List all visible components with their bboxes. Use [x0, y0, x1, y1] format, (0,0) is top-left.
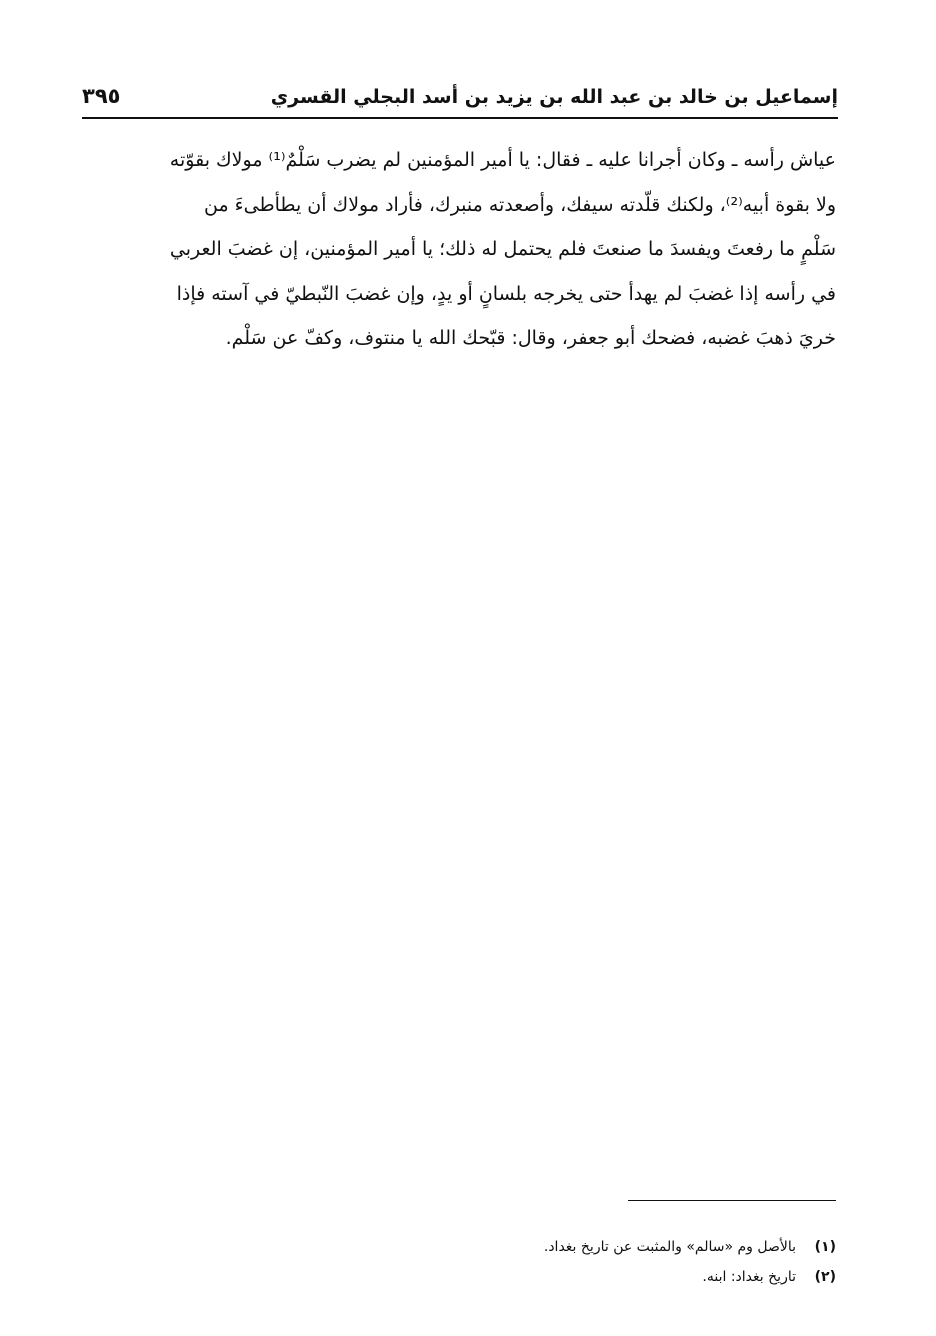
footnote-text: بالأصل وم «سالم» والمثبت عن تاريخ بغداد.: [543, 1239, 796, 1255]
text-line: عياش رأسه ـ وكان أجرانا عليه ـ فقال: يا أمير المؤمنين لم يضرب سَلْمٌ⁽¹⁾ مولاك بقوّته: [169, 149, 836, 171]
page-header: [82, 80, 838, 120]
footnote-number: (٢): [814, 1269, 836, 1285]
footnote-number: (١): [814, 1239, 836, 1255]
footnote: [300, 1262, 836, 1292]
running-title: إسماعيل بن خالد بن عبد الله بن يزيد بن أسد البجلي القسري: [270, 86, 838, 108]
footnote: [300, 1232, 836, 1262]
text-line: سَلْمٍ ما رفعتَ ويفسدَ ما صنعتَ فلم يحتمل له ذلك؛ يا أمير المؤمنين، إن غضبَ العربي: [169, 238, 836, 260]
footnote-separator: [628, 1200, 836, 1201]
main-text: [80, 138, 836, 361]
header-rule: [82, 117, 838, 119]
text-line: ولا بقوة أبيه⁽²⁾، ولكنك قلّدته سيفك، وأصعدته منبرك، فأراد مولاك أن يطأطىءَ من: [204, 193, 836, 216]
text-line: في رأسه إذا غضبَ لم يهدأ حتى يخرجه بلسانٍ أو يدٍ، وإن غضبَ النّبطيّ في آسته فإذا: [176, 282, 836, 305]
page-number: ٣٩٥: [82, 84, 121, 108]
text-line: خريَ ذهبَ غضبه، فضحك أبو جعفر، وقال: قبّحك الله يا منتوف، وكفّ عن سَلْم.: [225, 327, 836, 349]
footnotes: [300, 1232, 836, 1292]
footnote-text: تاريخ بغداد: ابنه.: [702, 1269, 796, 1285]
